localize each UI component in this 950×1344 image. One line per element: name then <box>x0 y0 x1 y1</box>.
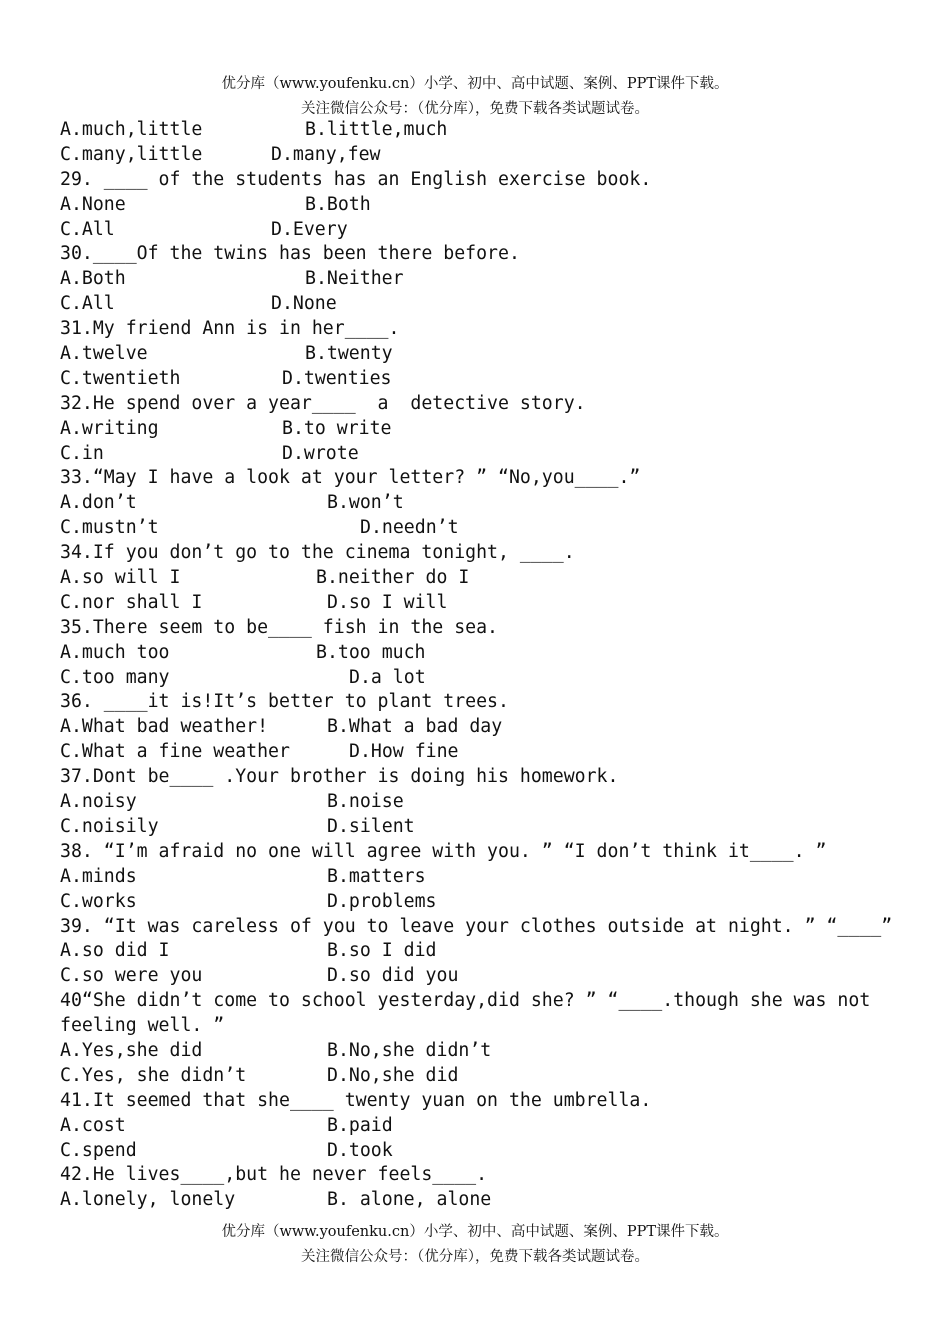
option-right: B.to write <box>282 417 392 439</box>
option-row <box>60 964 910 989</box>
option-left: C.so were you <box>60 965 203 987</box>
option-row <box>60 591 910 616</box>
option-left: A.Both <box>60 268 126 290</box>
option-right: B.Both <box>305 193 371 215</box>
page-footer <box>0 1220 950 1270</box>
option-right: D.Every <box>271 218 348 240</box>
option-left: A.noisy <box>60 791 137 813</box>
option-left: A.so will I <box>60 567 181 589</box>
option-left: C.nor shall I <box>60 591 203 613</box>
option-left: C.What a fine weather <box>60 741 290 763</box>
option-right: D.No,she did <box>327 1064 459 1086</box>
option-row <box>60 118 910 143</box>
option-row <box>60 292 910 317</box>
option-left: A.writing <box>60 417 159 439</box>
option-row <box>60 790 910 815</box>
option-row <box>60 342 910 367</box>
option-right: B.Neither <box>305 268 404 290</box>
question-stem: 35.There seem to be____ fish in the sea. <box>60 616 498 638</box>
option-left: A.cost <box>60 1114 126 1136</box>
question-stem: 32.He spend over a year____ a detective story. <box>60 392 586 414</box>
option-row <box>60 516 910 541</box>
option-right: B. alone, alone <box>327 1189 492 1211</box>
option-right: B.noise <box>327 791 404 813</box>
option-row <box>60 1064 910 1089</box>
option-left: A.What bad weather! <box>60 716 269 738</box>
option-left: A.lonely, lonely <box>60 1189 236 1211</box>
question-stem: 29. ____ of the students has an English exercise book. <box>60 168 652 190</box>
option-right: D.a lot <box>349 666 426 688</box>
option-right: D.so I will <box>327 591 448 613</box>
question-stem: 42.He lives____,but he never feels____. <box>60 1164 488 1186</box>
option-row <box>60 442 910 467</box>
option-right: B.won’t <box>327 492 404 514</box>
option-row <box>60 566 910 591</box>
option-left: C.twentieth <box>60 367 181 389</box>
option-left: C.many,little <box>60 143 203 165</box>
option-right: B.little,much <box>305 119 448 140</box>
option-left: C.spend <box>60 1139 137 1161</box>
option-row <box>60 1188 910 1213</box>
question-list <box>60 118 910 1213</box>
option-left: A.twelve <box>60 343 148 365</box>
option-left: C.in <box>60 442 104 464</box>
option-right: B.so I did <box>327 940 437 962</box>
page-header <box>0 72 950 122</box>
footer-line-2: 关注微信公众号：（优分库），免费下载各类试题试卷。 <box>301 1249 649 1265</box>
option-left: A.much too <box>60 641 170 663</box>
option-row <box>60 865 910 890</box>
option-left: C.All <box>60 293 115 315</box>
option-right: D.wrote <box>282 442 359 464</box>
option-row <box>60 417 910 442</box>
question-stem: 31.My friend Ann is in her____. <box>60 318 400 340</box>
option-left: A.None <box>60 193 126 215</box>
option-row <box>60 939 910 964</box>
option-left: A.don’t <box>60 492 137 514</box>
option-row <box>60 491 910 516</box>
option-row <box>60 740 910 765</box>
header-line-2: 关注微信公众号：（优分库），免费下载各类试题试卷。 <box>301 101 649 117</box>
option-row <box>60 267 910 292</box>
option-right: D.twenties <box>282 367 392 389</box>
option-left: C.mustn’t <box>60 517 159 539</box>
option-left: A.minds <box>60 865 137 887</box>
option-right: D.took <box>327 1139 393 1161</box>
option-row <box>60 815 910 840</box>
question-stem: 33.“May I have a look at your letter? ” “No,you____.” <box>60 467 641 489</box>
option-right: B.What a bad day <box>327 716 503 738</box>
option-right: D.so did you <box>327 965 459 987</box>
option-right: D.silent <box>327 815 415 837</box>
question-stem: 37.Dont be____ .Your brother is doing his homework. <box>60 766 619 788</box>
option-right: B.too much <box>316 641 426 663</box>
question-stem-continued: feeling well. ” <box>60 1015 225 1037</box>
option-right: B.No,she didn’t <box>327 1039 492 1061</box>
question-stem: 38. “I’m afraid no one will agree with you. ” “I don’t think it____. ” <box>60 840 827 862</box>
option-left: C.works <box>60 890 137 912</box>
option-left: A.Yes,she did <box>60 1039 203 1061</box>
option-right: B.paid <box>327 1114 393 1136</box>
option-right: D.many,few <box>271 143 381 165</box>
question-stem: 34.If you don’t go to the cinema tonight, ____. <box>60 542 575 564</box>
option-left: C.noisily <box>60 815 159 837</box>
option-left: C.too many <box>60 666 170 688</box>
option-row <box>60 143 910 168</box>
option-right: D.None <box>271 293 337 315</box>
option-right: D.How fine <box>349 741 459 763</box>
option-left: A.so did I <box>60 940 170 962</box>
option-row <box>60 1039 910 1064</box>
option-right: D.needn’t <box>360 517 459 539</box>
option-row <box>60 367 910 392</box>
option-left: A.much,little <box>60 119 203 140</box>
question-stem: 39. “It was careless of you to leave your clothes outside at night. ” “____” <box>60 915 893 937</box>
option-right: D.problems <box>327 890 437 912</box>
option-row <box>60 1114 910 1139</box>
option-row <box>60 641 910 666</box>
option-row <box>60 193 910 218</box>
question-stem: 41.It seemed that she____ twenty yuan on the umbrella. <box>60 1089 652 1111</box>
option-right: B.neither do I <box>316 567 470 589</box>
option-right: B.matters <box>327 865 426 887</box>
question-stem: 40“She didn’t come to school yesterday,did she? ” “____.though she was not <box>60 990 871 1012</box>
option-left: C.All <box>60 218 115 240</box>
question-stem: 36. ____it is!It’s better to plant trees. <box>60 691 509 713</box>
question-stem: 30.____Of the twins has been there before. <box>60 243 520 265</box>
option-row <box>60 218 910 243</box>
footer-line-1: 优分库（www.youfenku.cn）小学、初中、高中试题、案例、PPT课件下载。 <box>221 1224 729 1240</box>
option-row <box>60 1139 910 1164</box>
header-line-1: 优分库（www.youfenku.cn）小学、初中、高中试题、案例、PPT课件下载。 <box>221 76 729 92</box>
option-right: B.twenty <box>305 343 393 365</box>
option-row <box>60 666 910 691</box>
option-row <box>60 715 910 740</box>
option-left: C.Yes, she didn’t <box>60 1064 247 1086</box>
option-row <box>60 890 910 915</box>
